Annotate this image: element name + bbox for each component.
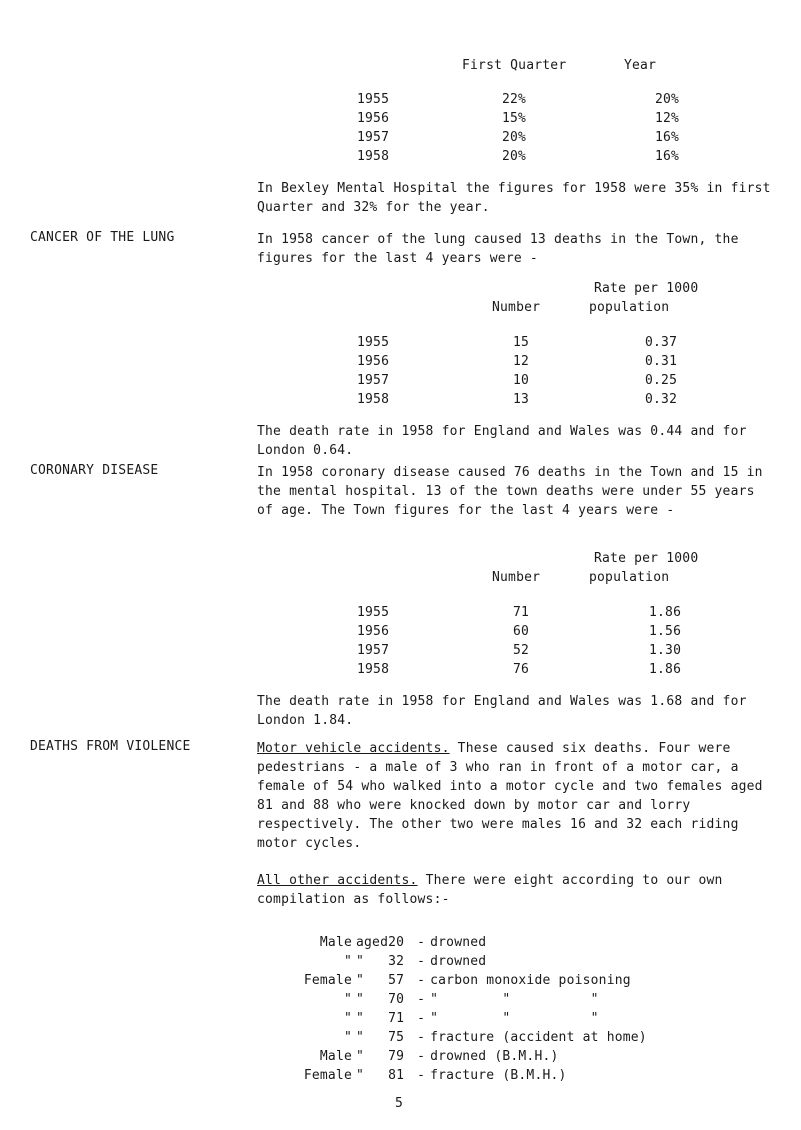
lung-col-rate-1: Rate per 1000 <box>594 281 699 296</box>
table-row: 1956 12 0.31 <box>357 354 678 369</box>
lung-table <box>357 333 677 409</box>
table-row: 1956 60 1.56 <box>357 624 682 639</box>
coronary-note: The death rate in 1958 for England and Wales was 1.68 and for London 1.84. <box>257 694 747 728</box>
table-row: 1955 15 0.37 <box>357 335 678 350</box>
col-header-first-quarter: First Quarter <box>462 58 567 73</box>
table-row: 1957 10 0.25 <box>357 373 678 388</box>
table-row: 1958 13 0.32 <box>357 392 678 407</box>
motor-text: These caused six deaths. Four were pedestrians - a male of 3 who ran in front of a motor car, a female of 54 who walked into a motor cycle and two females aged 81 and 88 who were knocked down by motor car and lorry respectively. The other two were males 16 and 32 each riding motor cycles. <box>257 741 763 851</box>
col-header-year: Year <box>624 58 657 73</box>
quarter-table <box>357 90 679 166</box>
page-number: 5 <box>395 1096 404 1111</box>
list-item: Female " 57 - carbon monoxide poisoning <box>303 973 631 988</box>
table-row: 1957 20% 16% <box>357 130 680 145</box>
section-heading-lung: CANCER OF THE LUNG <box>30 230 175 245</box>
list-item: " " 71 - " " " <box>343 1011 599 1026</box>
motor-title: Motor vehicle accidents. <box>257 741 450 756</box>
table-row: 1958 76 1.86 <box>357 662 682 677</box>
section-heading-coronary: CORONARY DISEASE <box>30 463 159 478</box>
table-row: 1956 15% 12% <box>357 111 680 126</box>
list-item: Male aged 20 - drowned <box>319 935 487 950</box>
list-item: " " 75 - fracture (accident at home) <box>343 1030 647 1045</box>
list-item: Male " 79 - drowned (B.M.H.) <box>319 1049 559 1064</box>
coronary-table <box>357 603 681 679</box>
bexley-note: In Bexley Mental Hospital the figures for 1958 were 35% in first Quarter and 32% for the year. <box>257 181 771 215</box>
list-item: " " 70 - " " " <box>343 992 599 1007</box>
coronary-col-number: Number <box>492 570 541 585</box>
other-title: All other accidents. <box>257 873 418 888</box>
coronary-col-rate-2: population <box>589 570 670 585</box>
motor-paragraph <box>257 739 777 853</box>
lung-note: The death rate in 1958 for England and Wales was 0.44 and for London 0.64. <box>257 424 747 458</box>
list-item: " " 32 - drowned <box>343 954 487 969</box>
list-item: Female " 81 - fracture (B.M.H.) <box>303 1068 567 1083</box>
other-text: There were eight according to our own compilation as follows:- <box>257 873 723 907</box>
lung-intro: In 1958 cancer of the lung caused 13 deaths in the Town, the figures for the last 4 years were - <box>257 232 739 266</box>
lung-col-number: Number <box>492 300 541 315</box>
table-row: 1955 71 1.86 <box>357 605 682 620</box>
coronary-intro: In 1958 coronary disease caused 76 deaths in the Town and 15 in the mental hospital. 13 of the town deaths were under 55 years of age. The Town figures for the last 4 years were - <box>257 465 763 518</box>
table-row: 1957 52 1.30 <box>357 643 682 658</box>
coronary-col-rate-1: Rate per 1000 <box>594 551 699 566</box>
lung-col-rate-2: population <box>589 300 670 315</box>
table-row: 1958 20% 16% <box>357 149 680 164</box>
section-heading-violence: DEATHS FROM VIOLENCE <box>30 739 191 754</box>
table-row: 1955 22% 20% <box>357 92 680 107</box>
accident-list <box>282 933 647 1085</box>
other-paragraph <box>257 871 777 909</box>
